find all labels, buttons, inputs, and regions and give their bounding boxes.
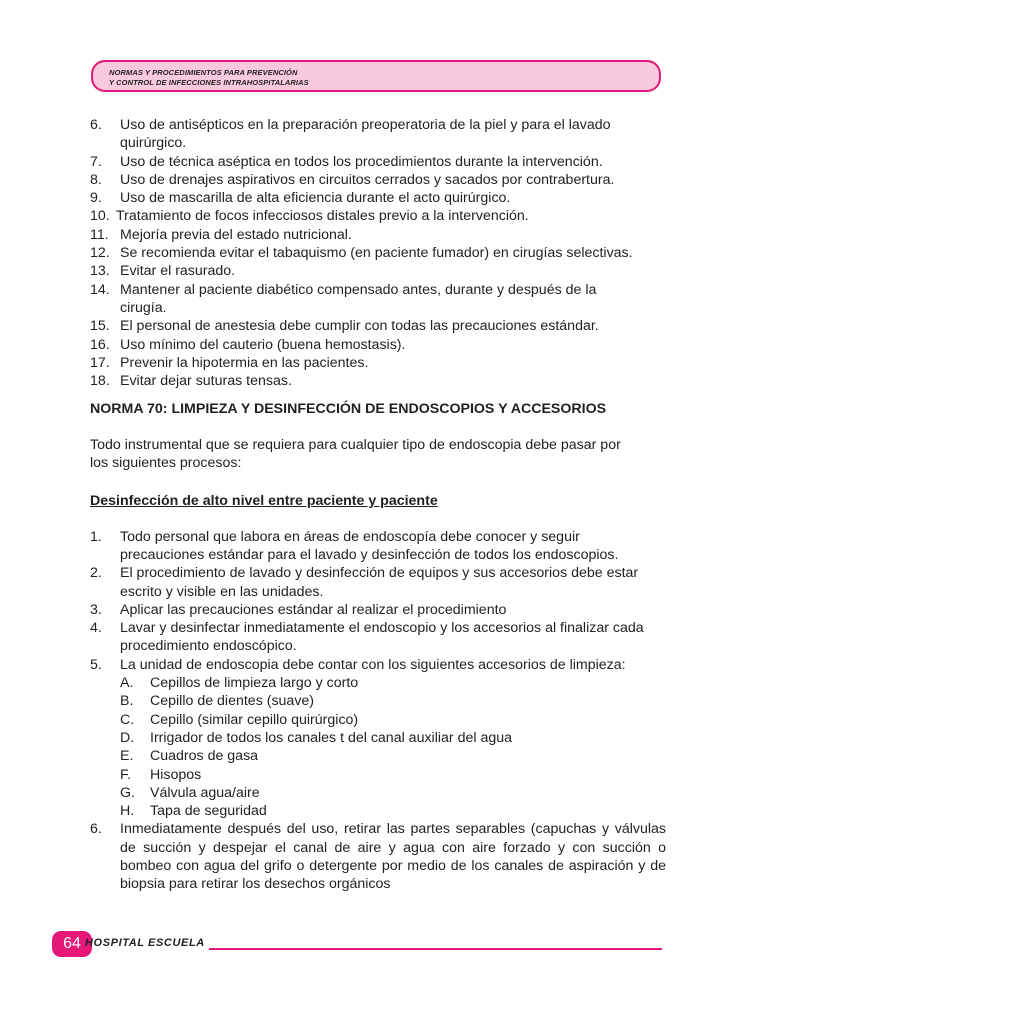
page-number-badge: 64 [52, 931, 92, 957]
item-text: Uso de mascarilla de alta eficiencia durante el acto quirúrgico. [120, 190, 511, 207]
intro-paragraph [90, 436, 666, 473]
sub-list-item [90, 802, 666, 820]
list-item [90, 317, 666, 335]
list-item [90, 820, 666, 893]
item-number: 7. [90, 153, 102, 170]
item-number: 18. [90, 373, 110, 390]
item-text: Evitar el rasurado. [120, 263, 236, 280]
intro-line: los siguientes procesos: [90, 455, 242, 472]
item-text: Lavar y desinfectar inmediatamente el endoscopio y los accesorios al finalizar cada [120, 620, 644, 637]
list-item [90, 281, 666, 299]
running-header [91, 60, 661, 92]
disinfection-list [90, 528, 666, 894]
item-text: Inmediatamente después del uso, retirar las partes separables (capuchas y válvulas de succión y despejar el canal de aire y agua con aire forzado y con succión o bombeo con agua del grifo o detergente por medio de los canales de aspiración y de biopsia para retirar los desechos orgánicos [120, 821, 666, 893]
footer-rule [209, 948, 662, 950]
item-number: 2. [90, 565, 102, 582]
sub-list-item [90, 711, 666, 729]
list-item [90, 153, 666, 171]
sub-item-letter: F. [120, 766, 132, 783]
list-item [90, 656, 666, 674]
page-content [90, 116, 666, 894]
item-text: Evitar dejar suturas tensas. [120, 373, 292, 390]
item-text: Aplicar las precauciones estándar al realizar el procedimiento [120, 601, 507, 618]
list-item [90, 116, 666, 134]
sub-list-item [90, 784, 666, 802]
sub-list-item [90, 747, 666, 765]
list-item [90, 262, 666, 280]
sub-item-text: Cepillos de limpieza largo y corto [150, 675, 359, 692]
footer-label: HOSPITAL ESCUELA [85, 937, 205, 949]
list-item [90, 354, 666, 372]
item-text: Mejoría previa del estado nutricional. [120, 226, 352, 243]
item-text: Uso de antisépticos en la preparación preoperatoria de la piel y para el lavado [120, 117, 611, 133]
list-item [90, 619, 666, 637]
header-line-2: Y CONTROL DE INFECCIONES INTRAHOSPITALARIAS [109, 78, 309, 87]
sub-item-text: Cuadros de gasa [150, 748, 259, 765]
sub-item-letter: C. [120, 711, 135, 728]
sub-item-letter: A. [120, 675, 134, 692]
item-text-continued: cirugía. [120, 299, 167, 316]
item-number: 4. [90, 620, 102, 637]
sub-item-letter: B. [120, 693, 134, 710]
sub-item-letter: G. [120, 784, 135, 801]
precautions-list [90, 116, 666, 390]
list-item [90, 372, 666, 390]
sub-item-text: Cepillo (similar cepillo quirúrgico) [150, 711, 359, 728]
item-number: 6. [90, 117, 102, 133]
item-number: 11. [90, 226, 109, 243]
item-number: 5. [90, 656, 102, 673]
item-text: Todo personal que labora en áreas de endoscopía debe conocer y seguir [120, 528, 580, 545]
list-item [90, 336, 666, 354]
item-number: 3. [90, 601, 102, 618]
item-number: 15. [90, 318, 110, 335]
header-line-1: NORMAS Y PROCEDIMIENTOS PARA PREVENCIÓN [109, 68, 298, 77]
sub-item-letter: H. [120, 803, 135, 820]
item-number: 9. [90, 190, 102, 207]
sub-item-text: Irrigador de todos los canales t del canal auxiliar del agua [150, 729, 513, 746]
list-item [90, 171, 666, 189]
item-number: 10. [90, 208, 110, 225]
item-number: 13. [90, 263, 110, 280]
sub-item-letter: E. [120, 748, 134, 765]
sub-item-text: Válvula agua/aire [150, 784, 260, 801]
item-text: Prevenir la hipotermia en las pacientes. [120, 354, 369, 371]
item-text: El procedimiento de lavado y desinfección de equipos y sus accesorios debe estar [120, 565, 639, 582]
item-text: Se recomienda evitar el tabaquismo (en paciente fumador) en cirugías selectivas. [120, 245, 633, 262]
item-number: 6. [90, 821, 102, 838]
list-item [90, 189, 666, 207]
item-number: 12. [90, 245, 110, 262]
item-text: El personal de anestesia debe cumplir con todas las precauciones estándar. [120, 318, 599, 335]
item-text-continued: precauciones estándar para el lavado y desinfección de todos los endoscopios. [120, 546, 619, 563]
sub-item-text: Cepillo de dientes (suave) [150, 693, 315, 710]
item-text: La unidad de endoscopia debe contar con los siguientes accesorios de limpieza: [120, 656, 626, 673]
list-item [90, 207, 666, 225]
sub-list-item [90, 692, 666, 710]
list-item [90, 564, 666, 582]
sub-list-item [90, 674, 666, 692]
list-item [90, 601, 666, 619]
item-number: 14. [90, 281, 110, 298]
item-text: Uso de técnica aséptica en todos los procedimientos durante la intervención. [120, 153, 603, 170]
sub-list-item [90, 766, 666, 784]
list-item [90, 528, 666, 546]
item-text: Tratamiento de focos infecciosos distales previo a la intervención. [116, 208, 529, 225]
item-number: 8. [90, 171, 102, 188]
norma-heading: NORMA 70: LIMPIEZA Y DESINFECCIÓN DE ENDOSCOPIOS Y ACCESORIOS [90, 401, 607, 418]
section-subheading: Desinfección de alto nivel entre paciente y paciente [90, 493, 438, 510]
sub-item-letter: D. [120, 729, 135, 746]
item-number: 1. [90, 528, 102, 545]
item-text-continued: quirúrgico. [120, 135, 187, 152]
item-text: Mantener al paciente diabético compensado antes, durante y después de la [120, 281, 597, 298]
item-text-continued: escrito y visible en las unidades. [120, 583, 324, 600]
sub-list-item [90, 729, 666, 747]
item-number: 16. [90, 336, 110, 353]
intro-line: Todo instrumental que se requiera para cualquier tipo de endoscopia debe pasar por [90, 436, 621, 453]
item-text: Uso mínimo del cauterio (buena hemostasis). [120, 336, 406, 353]
item-number: 17. [90, 354, 110, 371]
list-item [90, 244, 666, 262]
sub-item-text: Tapa de seguridad [150, 803, 267, 820]
item-text: Uso de drenajes aspirativos en circuitos cerrados y sacados por contrabertura. [120, 171, 615, 188]
item-text-continued: procedimiento endoscópico. [120, 638, 297, 655]
list-item [90, 226, 666, 244]
sub-item-text: Hisopos [150, 766, 202, 783]
